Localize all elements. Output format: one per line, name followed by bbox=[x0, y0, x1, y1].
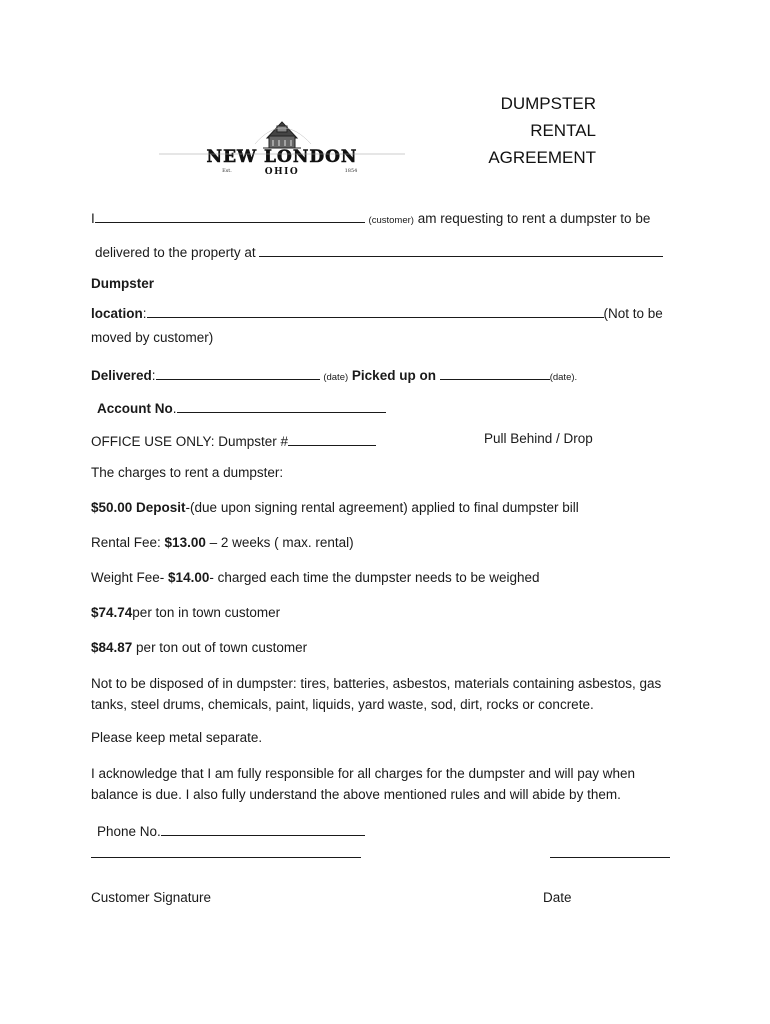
location-label: location bbox=[91, 306, 143, 321]
logo-name: NEW LONDON bbox=[206, 147, 358, 167]
new-london-logo-graphic bbox=[155, 118, 427, 178]
delivered-date-hint: (date) bbox=[323, 372, 349, 383]
not-moved-text-b: moved by customer) bbox=[91, 330, 214, 345]
prohibited-items-paragraph: Not to be disposed of in dumpster: tires, batteries, asbestos, materials containing asbestos, gas tanks, steel drums, chemicals, paint, liquids, yard waste, sod, dirt, rocks or concrete. bbox=[91, 676, 662, 712]
phone-label: Phone No. bbox=[97, 824, 161, 839]
dumpster-label: Dumpster bbox=[91, 276, 155, 291]
rental-fee-prefix: Rental Fee: bbox=[91, 535, 165, 550]
delivery-row bbox=[91, 365, 577, 383]
phone-number-field[interactable] bbox=[161, 821, 365, 836]
rental-fee-amount: $13.00 bbox=[164, 535, 206, 550]
logo-est: Est. bbox=[222, 168, 232, 174]
dumpster-number-field[interactable] bbox=[288, 431, 376, 446]
in-town-text: per ton in town customer bbox=[132, 605, 281, 620]
request-text: am requesting to rent a dumpster to be bbox=[417, 211, 651, 226]
location-row bbox=[91, 303, 663, 321]
title-line-3: AGREEMENT bbox=[488, 148, 596, 167]
weight-fee-line bbox=[91, 570, 540, 585]
picked-up-label: Picked up on bbox=[351, 368, 436, 383]
charges-intro: The charges to rent a dumpster: bbox=[91, 465, 284, 480]
weight-fee-prefix: Weight Fee- bbox=[91, 570, 169, 585]
weight-fee-text: - charged each time the dumpster needs to be weighed bbox=[209, 570, 540, 585]
signature-label: Customer Signature bbox=[91, 890, 212, 905]
property-address-field[interactable] bbox=[259, 242, 663, 257]
customer-hint: (customer) bbox=[368, 215, 414, 226]
village-logo bbox=[155, 118, 427, 178]
not-moved-text-a: (Not to be bbox=[603, 306, 663, 321]
delivered-date-field[interactable] bbox=[156, 365, 320, 380]
out-town-line bbox=[91, 640, 307, 655]
customer-line-row bbox=[91, 208, 650, 226]
account-label: Account No bbox=[97, 401, 173, 416]
deposit-text: -(due upon signing rental agreement) applied to final dumpster bill bbox=[185, 500, 579, 515]
account-number-field[interactable] bbox=[177, 398, 386, 413]
out-town-amount: $84.87 bbox=[91, 640, 133, 655]
deposit-amount: $50.00 Deposit bbox=[91, 500, 186, 515]
office-use-label: OFFICE USE ONLY: Dumpster # bbox=[91, 434, 289, 449]
property-label: delivered to the property at bbox=[95, 245, 256, 260]
rental-fee-text: – 2 weeks ( max. rental) bbox=[205, 535, 354, 550]
delivered-colon: : bbox=[151, 368, 156, 383]
metal-note: Please keep metal separate. bbox=[91, 730, 263, 745]
in-town-line bbox=[91, 605, 280, 620]
deposit-line bbox=[91, 500, 579, 515]
logo-year: 1854 bbox=[344, 168, 358, 174]
signature-line[interactable] bbox=[91, 857, 361, 858]
out-town-text: per ton out of town customer bbox=[132, 640, 308, 655]
office-use-row bbox=[91, 431, 376, 449]
title-line-2: RENTAL bbox=[530, 121, 596, 140]
property-row bbox=[95, 242, 663, 260]
delivered-label: Delivered bbox=[91, 368, 152, 383]
account-row bbox=[97, 398, 386, 416]
in-town-amount: $74.74 bbox=[91, 605, 133, 620]
title-line-1: DUMPSTER bbox=[500, 94, 596, 113]
pickup-date-hint: (date). bbox=[549, 372, 578, 383]
pull-behind-option: Pull Behind / Drop bbox=[484, 431, 593, 446]
acknowledgement-paragraph: I acknowledge that I am fully responsible for all charges for the dumpster and will pay when balance is due. I also fully understand the above mentioned rules and will abide by them. bbox=[91, 766, 636, 802]
weight-fee-amount: $14.00 bbox=[168, 570, 210, 585]
location-field[interactable] bbox=[147, 303, 604, 318]
date-label: Date bbox=[543, 890, 572, 905]
date-line[interactable] bbox=[550, 857, 670, 858]
location-colon: : bbox=[142, 306, 147, 321]
account-dot: . bbox=[172, 401, 177, 416]
phone-row bbox=[97, 821, 365, 839]
customer-prefix: I bbox=[91, 211, 95, 226]
rental-fee-line bbox=[91, 535, 354, 550]
customer-name-field[interactable] bbox=[95, 208, 365, 223]
logo-state: OHIO bbox=[264, 167, 300, 177]
pickup-date-field[interactable] bbox=[440, 365, 550, 380]
